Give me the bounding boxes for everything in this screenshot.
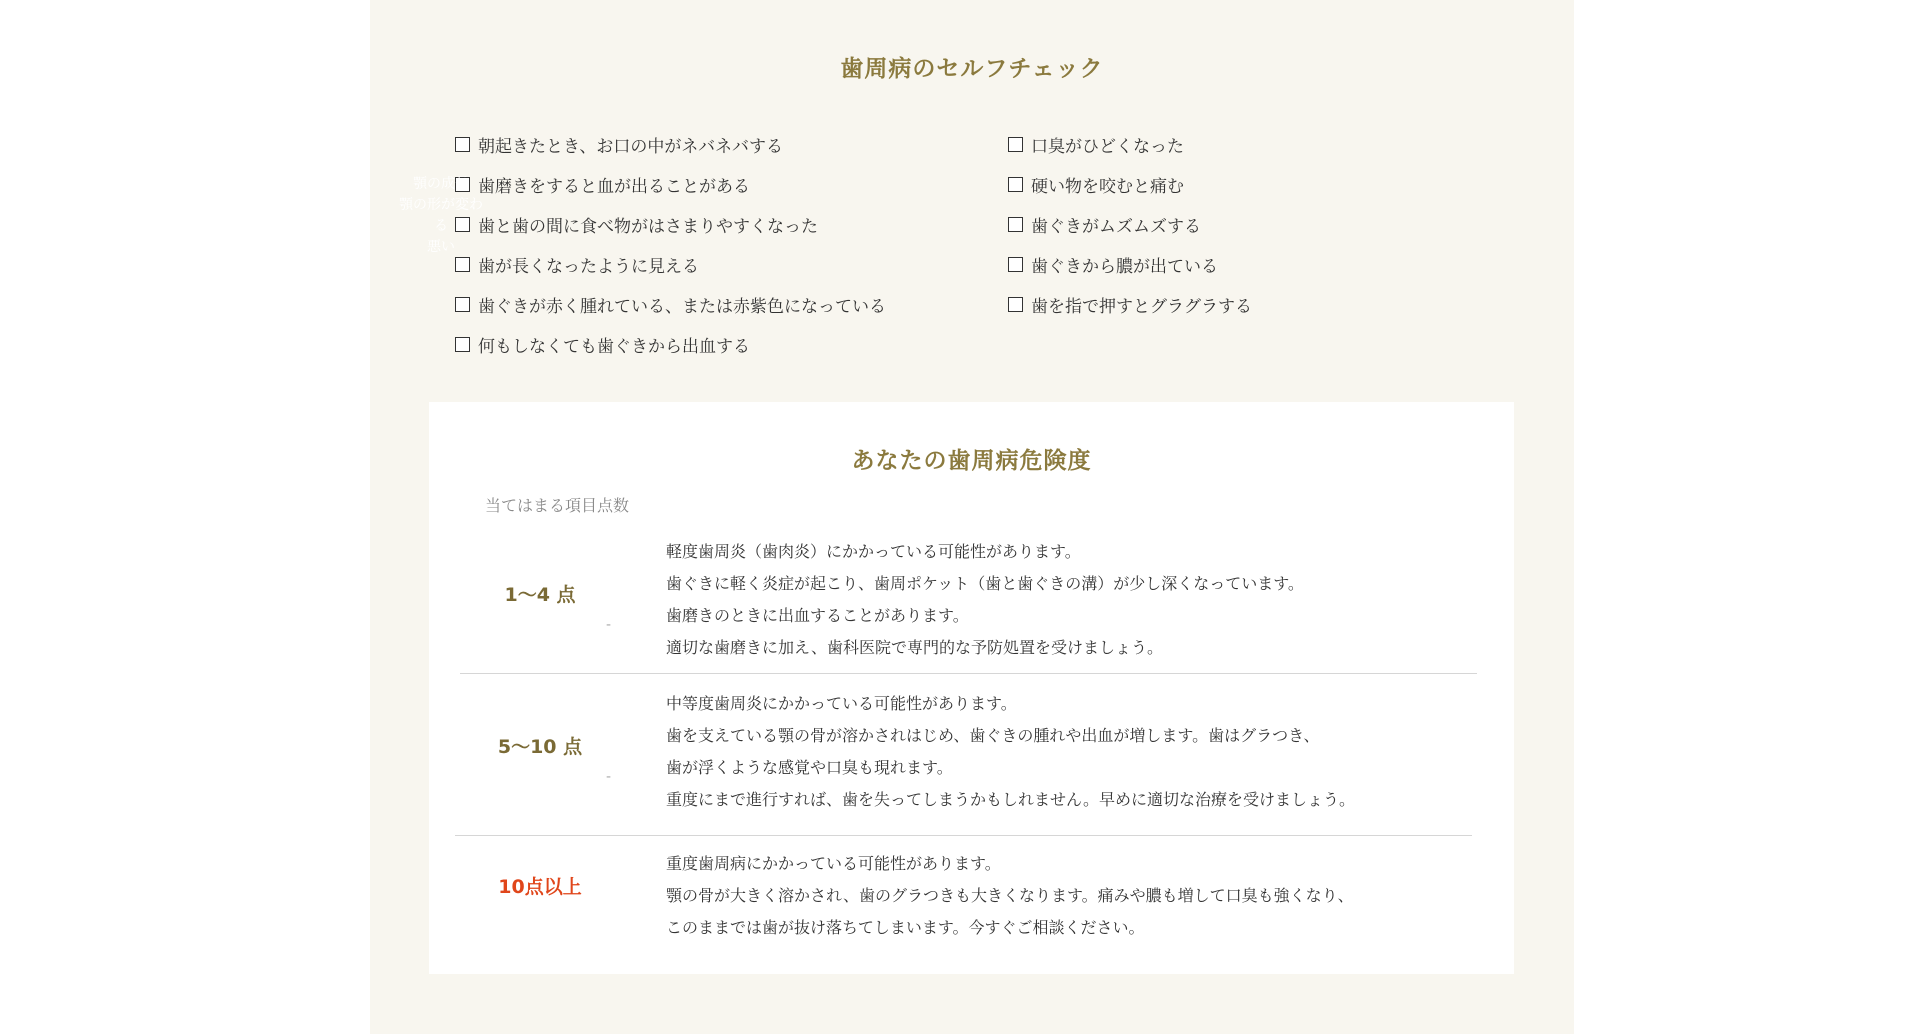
desc-line: 軽度歯周炎（歯肉炎）にかかっている可能性があります。 (666, 542, 1081, 561)
desc-line: 歯を支えている顎の骨が溶かされはじめ、歯ぐきの腫れや出血が増します。歯はグラつき、 (666, 726, 1320, 745)
check-item[interactable] (1008, 124, 1252, 164)
desc-line: 中等度歯周炎にかかっている可能性があります。 (666, 694, 1017, 713)
check-item[interactable] (455, 124, 886, 164)
check-item-label: 歯ぐきが赤く腫れている、または赤紫色になっている (478, 296, 886, 317)
check-item-label: 歯と歯の間に食べ物がはさまりやすくなった (478, 216, 818, 237)
content-panel (370, 0, 1574, 1034)
risk-card (429, 402, 1514, 974)
check-item-label: 歯ぐきから膿が出ている (1031, 256, 1218, 277)
risk-desc-high (666, 848, 1354, 944)
overlay-caption (396, 174, 486, 258)
check-item[interactable] (1008, 284, 1252, 324)
checkbox[interactable] (455, 137, 470, 152)
checkbox[interactable] (455, 257, 470, 272)
checkbox[interactable] (455, 297, 470, 312)
checkbox[interactable] (1008, 217, 1023, 232)
risk-score-high: 10点以上 (498, 876, 582, 898)
risk-desc-mid (666, 688, 1355, 816)
score-dash: - (606, 769, 612, 785)
desc-line: 適切な歯磨きに加え、歯科医院で専門的な予防処置を受けましょう。 (666, 638, 1163, 657)
check-item[interactable] (455, 164, 886, 204)
check-item[interactable] (455, 204, 886, 244)
overlay-line: 悪い (427, 239, 455, 255)
check-item-label: 歯ぐきがムズムズする (1031, 216, 1201, 237)
overlay-line: 顎の形が変わる (399, 197, 483, 234)
divider (460, 673, 1477, 674)
overlay-line: 顎の成長 (413, 176, 469, 192)
risk-desc-low (666, 536, 1304, 664)
checkbox[interactable] (1008, 177, 1023, 192)
risk-score-low: 1〜4 点 (504, 584, 576, 606)
desc-line: 重度歯周病にかかっている可能性があります。 (666, 854, 1001, 873)
checkbox[interactable] (455, 337, 470, 352)
divider (455, 835, 1472, 836)
checkbox[interactable] (1008, 257, 1023, 272)
check-item[interactable] (455, 324, 886, 364)
check-item[interactable] (455, 244, 886, 284)
checkbox[interactable] (1008, 137, 1023, 152)
check-item-label: 口臭がひどくなった (1031, 136, 1184, 157)
check-item[interactable] (1008, 164, 1252, 204)
desc-line: このままでは歯が抜け落ちてしまいます。今すぐご相談ください。 (666, 918, 1145, 937)
desc-line: 顎の骨が大きく溶かされ、歯のグラつきも大きくなります。痛みや膿も増して口臭も強くなり、 (666, 886, 1354, 905)
checklist-right (1008, 124, 1252, 324)
desc-line: 歯ぐきに軽く炎症が起こり、歯周ポケット（歯と歯ぐきの溝）が少し深くなっています。 (666, 574, 1304, 593)
check-item[interactable] (455, 284, 886, 324)
risk-subtitle: 当てはまる項目点数 (485, 496, 630, 515)
check-item-label: 硬い物を咬むと痛む (1031, 176, 1184, 197)
check-item-label: 歯が長くなったように見える (478, 256, 699, 277)
check-item-label: 歯磨きをすると血が出ることがある (478, 176, 750, 197)
check-item-label: 朝起きたとき、お口の中がネバネバする (478, 136, 783, 157)
checklist-left (455, 124, 886, 364)
desc-line: 歯が浮くような感覚や口臭も現れます。 (666, 758, 953, 777)
risk-score-mid: 5〜10 点 (497, 736, 583, 758)
check-item[interactable] (1008, 244, 1252, 284)
check-item-label: 何もしなくても歯ぐきから出血する (478, 336, 750, 357)
check-item[interactable] (1008, 204, 1252, 244)
risk-title: あなたの歯周病危険度 (851, 447, 1092, 474)
self-check-title: 歯周病のセルフチェック (840, 55, 1104, 82)
check-item-label: 歯を指で押すとグラグラする (1031, 296, 1252, 317)
checkbox[interactable] (1008, 297, 1023, 312)
score-dash: - (606, 617, 612, 633)
desc-line: 重度にまで進行すれば、歯を失ってしまうかもしれません。早めに適切な治療を受けましょう。 (666, 790, 1355, 809)
desc-line: 歯磨きのときに出血することがあります。 (666, 606, 969, 625)
